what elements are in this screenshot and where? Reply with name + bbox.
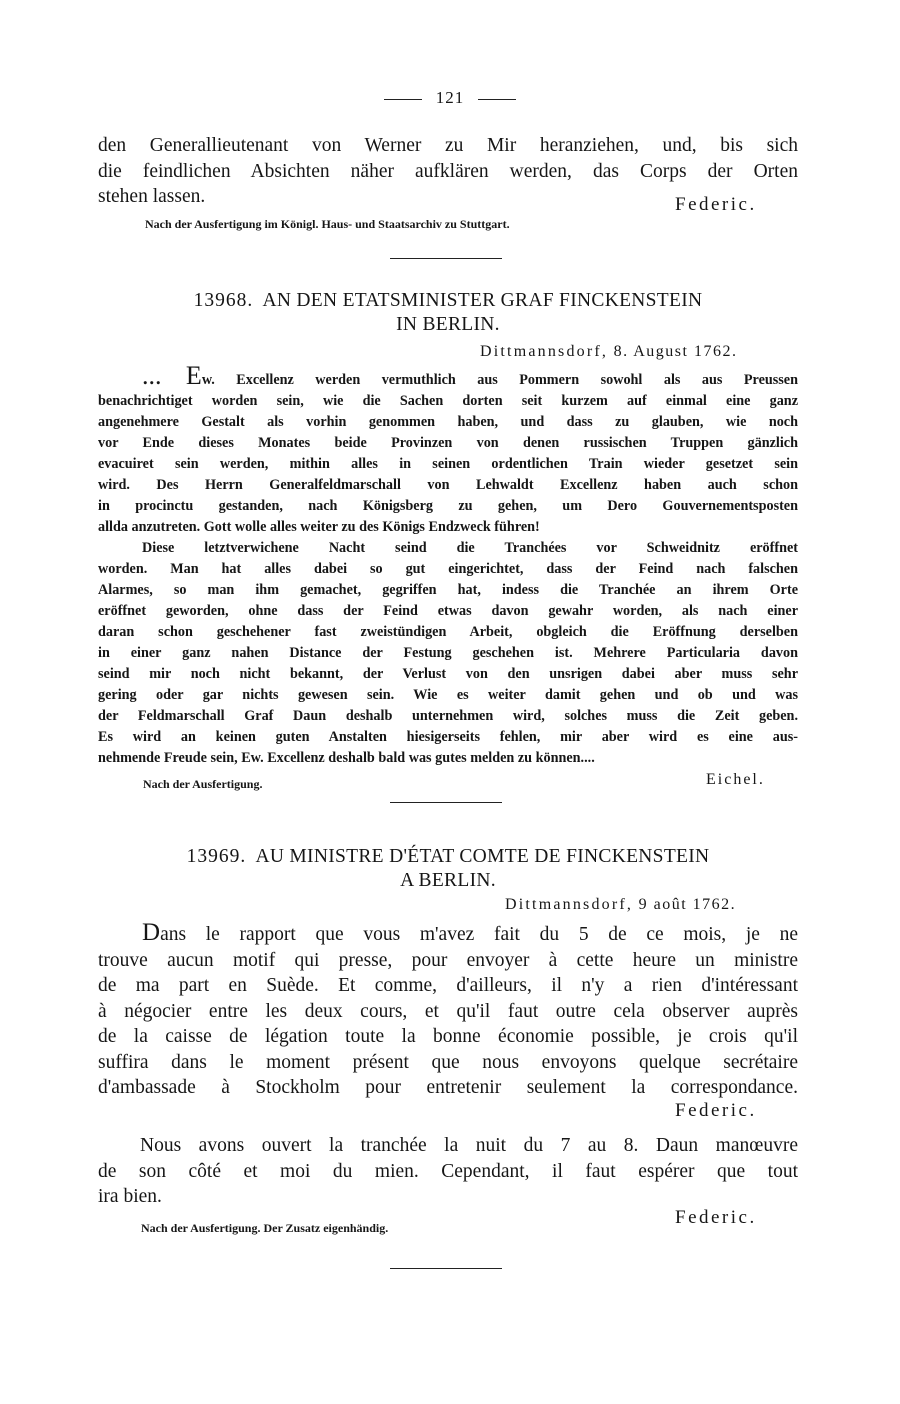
letter-body bbox=[98, 920, 798, 1101]
text-line bbox=[98, 361, 798, 391]
letter-title: AN DEN ETATSMINISTER GRAF FINCKENSTEIN bbox=[262, 290, 703, 311]
signature: Federic. bbox=[675, 1100, 757, 1121]
dateline bbox=[480, 343, 737, 361]
text-line: ira bien. bbox=[98, 1186, 162, 1207]
text-line: den Generallieutenant von Werner zu Mir heranziehen, und, bis sich bbox=[98, 135, 798, 156]
drop-initial: ... E bbox=[142, 361, 202, 390]
text-line: trouve aucun motif qui presse, pour envoyer à cette heure un ministre bbox=[98, 949, 798, 971]
running-head-dash-left bbox=[384, 99, 422, 100]
text-line: evacuiret sein werden, mithin alles in seinen ordentlichen Train wieder gesetzet sein bbox=[98, 456, 798, 472]
section-divider bbox=[390, 258, 502, 259]
text-fragment: w. Excellenz werden vermuthlich aus Pommern sowohl als aus Preussen bbox=[201, 372, 798, 388]
dateline bbox=[505, 896, 736, 914]
postscript bbox=[98, 1133, 798, 1210]
source-note: Nach der Ausfertigung. Der Zusatz eigenhändig. bbox=[141, 1221, 389, 1235]
text-line: benachrichtiget worden sein, wie die Sachen dorten seit kurzem auf einmal eine ganz bbox=[98, 393, 798, 409]
text-line bbox=[98, 920, 798, 948]
date-place: Dittmannsdorf, bbox=[505, 896, 634, 913]
section-divider bbox=[390, 802, 502, 803]
text-line: stehen lassen. bbox=[98, 186, 206, 207]
text-line: der Feldmarschall Graf Daun deshalb unternehmen wird, solches muss die Zeit geben. bbox=[98, 708, 798, 724]
text-line: suffira dans le moment présent que nous envoyons quelque secrétaire bbox=[98, 1051, 798, 1073]
page-number: 121 bbox=[435, 88, 465, 107]
text-line: de ma part en Suède. Et comme, d'ailleurs, il n'y a rien d'intéressant bbox=[98, 975, 798, 996]
text-line: wird. Des Herrn Generalfeldmarschall von Lehwaldt Excellenz haben auch schon bbox=[98, 477, 798, 493]
signature: Federic. bbox=[675, 194, 757, 215]
text-line: in procinctu gestanden, nach Königsberg zu gehen, um Dero Gouvernementsposten bbox=[98, 498, 798, 514]
date-place: Dittmannsdorf, bbox=[480, 343, 609, 360]
text-line: angenehmere Gestalt als vorhin genommen haben, und dass zu glauben, wie noch bbox=[98, 414, 798, 430]
text-line: nehmende Freude sein, Ew. Excellenz deshalb bald was gutes melden zu können.... bbox=[98, 750, 595, 766]
running-head-dash-right bbox=[478, 99, 516, 100]
text-line: de la caisse de légation toute la bonne économie possible, je crois qu'il bbox=[98, 1026, 798, 1047]
running-head bbox=[0, 88, 900, 108]
date: 8. August 1762. bbox=[613, 343, 738, 360]
letter-title: AU MINISTRE D'ÉTAT COMTE DE FINCKENSTEIN bbox=[255, 846, 710, 867]
text-line: de son côté et moi du mien. Cependant, il faut espérer que tout bbox=[98, 1160, 798, 1182]
source-note: Nach der Ausfertigung im Königl. Haus- und Staatsarchiv zu Stuttgart. bbox=[145, 217, 510, 231]
text-line: seind mir noch nicht bekannt, der Verlust von den unsrigen dabei aber muss sehr bbox=[98, 666, 798, 682]
text-fragment: ans le rapport que vous m'avez fait du 5 de ce mois, je ne bbox=[160, 924, 798, 945]
letter-heading bbox=[98, 845, 798, 893]
letter-title-line2: IN BERLIN. bbox=[396, 314, 500, 335]
text-line: eröffnet geworden, ohne dass der Feind etwas davon gewahr worden, als nach einer bbox=[98, 603, 798, 619]
letter-number: 13968. bbox=[193, 290, 254, 311]
letter-heading bbox=[98, 289, 798, 337]
letter-body bbox=[98, 361, 798, 769]
drop-initial: D bbox=[142, 919, 161, 946]
date: 9 août 1762. bbox=[638, 896, 737, 913]
text-line: Diese letztverwichene Nacht seind die Tranchées vor Schweidnitz eröffnet bbox=[142, 540, 798, 556]
text-line: daran schon geschehener fast zweistündigen Arbeit, obgleich die Eröffnung derselben bbox=[98, 624, 798, 640]
letter-number: 13969. bbox=[186, 846, 247, 867]
text-line: vor Ende dieses Monates beide Provinzen von denen russischen Truppen gänzlich bbox=[98, 435, 798, 451]
text-line: Alarmes, so man ihm gemachet, gegriffen hat, indess die Tranchée an ihrem Orte bbox=[98, 582, 798, 598]
signature: Eichel. bbox=[706, 771, 765, 788]
text-line: à négocier entre les deux cours, et qu'il faut outre cela observer auprès bbox=[98, 1000, 798, 1022]
section-divider bbox=[390, 1268, 502, 1269]
text-line: d'ambassade à Stockholm pour entretenir seulement la correspondance. bbox=[98, 1077, 798, 1098]
source-note: Nach der Ausfertigung. bbox=[143, 777, 263, 791]
letter-title-line2: A BERLIN. bbox=[400, 870, 496, 891]
signature: Federic. bbox=[675, 1207, 757, 1228]
text-line: die feindlichen Absichten näher aufklären werden, das Corps der Orten bbox=[98, 160, 798, 182]
text-line: Nous avons ouvert la tranchée la nuit du 7 au 8. Daun manœuvre bbox=[140, 1135, 798, 1156]
text-line: allda anzutreten. Gott wolle alles weiter zu des Königs Endzweck führen! bbox=[98, 519, 540, 535]
text-line: in einer ganz nahen Distance der Festung geschehen ist. Mehrere Particularia davon bbox=[98, 645, 798, 661]
text-line: gering oder gar nichts gewesen sein. Wie es weiter damit gehen und ob und was bbox=[98, 687, 798, 703]
text-line: Es wird an keinen guten Anstalten hiesigerseits fehlen, mir aber wird es eine aus- bbox=[98, 729, 798, 745]
text-line: worden. Man hat alles dabei so gut eingerichtet, dass der Feind nach falschen bbox=[98, 561, 798, 577]
